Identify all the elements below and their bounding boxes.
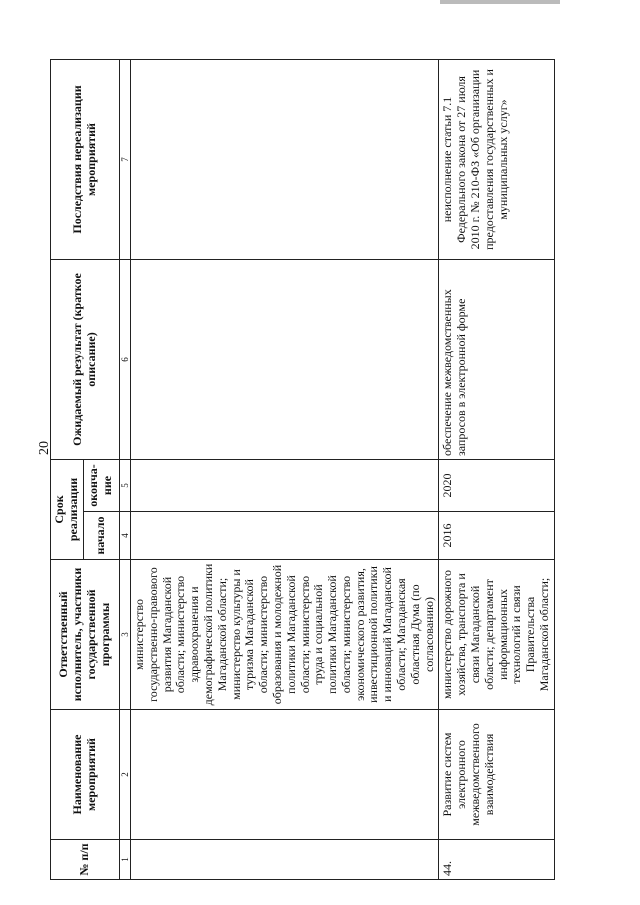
cell-consequences: неисполнение статьи 7.1 Федерального закона от 27 июля 2010 г. № 210-ФЗ «Об организации предоставления государственных и муниципальных услуг» [439,59,554,259]
cell-start: 2016 [439,512,554,560]
header-end: оконча-ние [83,459,119,511]
page-number: 20 [37,441,52,455]
colnum-6: 6 [119,259,130,459]
cell-num: 44. [439,840,554,880]
colnum-7: 7 [119,59,130,259]
header-result: Ожидаемый результат (краткое описание) [51,259,120,459]
colnum-5: 5 [119,459,130,511]
cell-start [130,512,439,560]
cell-end: 2020 [439,459,554,511]
header-consequences: Последствия нереализации мероприятий [51,59,120,259]
cell-result: обеспечение межведомственных запросов в электронной форме [439,259,554,459]
colnum-4: 4 [119,512,130,560]
rotated-table-wrapper [50,35,552,880]
header-start: начало [83,512,119,560]
colnum-1: 1 [119,840,130,880]
cell-result [130,259,439,459]
header-num: № п/п [51,840,120,880]
measures-table [50,59,555,880]
cell-executor: министерство дорожного хозяйства, транспорта и связи Магаданской области; департамент информационных технологий и связи Правительства Магаданской области; [439,560,554,710]
cell-name: Развитие систем электронного межведомственного взаимодействия [439,710,554,840]
table-row [439,59,554,879]
cell-name [130,710,439,840]
cell-num [130,840,439,880]
colnum-3: 3 [119,560,130,710]
header-name: Наименование мероприятий [51,710,120,840]
cell-consequences [130,59,439,259]
colnum-2: 2 [119,710,130,840]
cell-end [130,459,439,511]
top-edge-mark [440,0,560,4]
cell-executor: министерство государственно-правового развития Магаданской области; министерство здравоохранения и демографической политики Магаданской области; министерство культуры и туризма Магаданской области; министерство образования и молодежной политики Магаданской области; министерство труда и социальной политики Магаданской области; министерство экономического развития, инвестиционной политики и инноваций Магаданской области; Магаданская областная Дума (по согласованию) [130,560,439,710]
header-executor: Ответственный исполнитель, участники государственной программы [51,560,120,710]
header-term: Срок реализации [51,459,84,559]
table-row [130,59,439,879]
